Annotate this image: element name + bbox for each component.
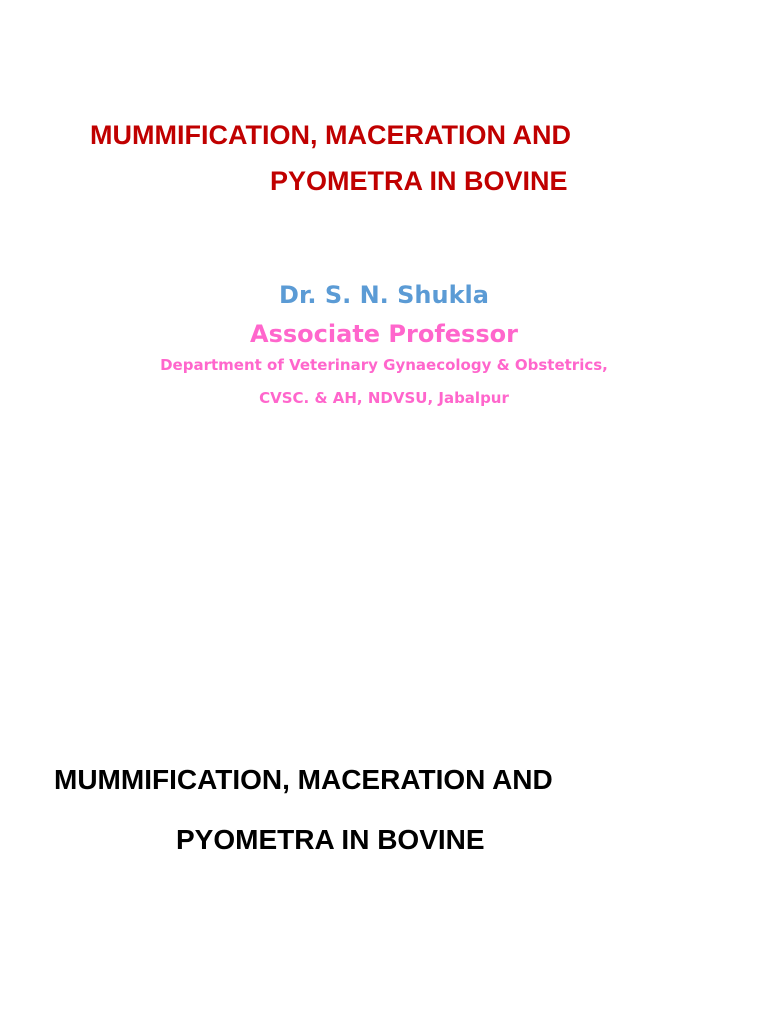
- document-title-line-1: MUMMIFICATION, MACERATION AND: [54, 764, 553, 795]
- author-role: Associate Professor: [250, 320, 518, 348]
- author-department: Department of Veterinary Gynaecology & Obstetrics,: [160, 356, 608, 374]
- document-title-line-2: PYOMETRA IN BOVINE: [176, 824, 485, 855]
- author-name: Dr. S. N. Shukla: [279, 281, 489, 309]
- author-institution: CVSC. & AH, NDVSU, Jabalpur: [259, 389, 509, 407]
- slide-title-line-1: MUMMIFICATION, MACERATION AND: [90, 120, 571, 150]
- slide-title-line-2: PYOMETRA IN BOVINE: [270, 166, 568, 196]
